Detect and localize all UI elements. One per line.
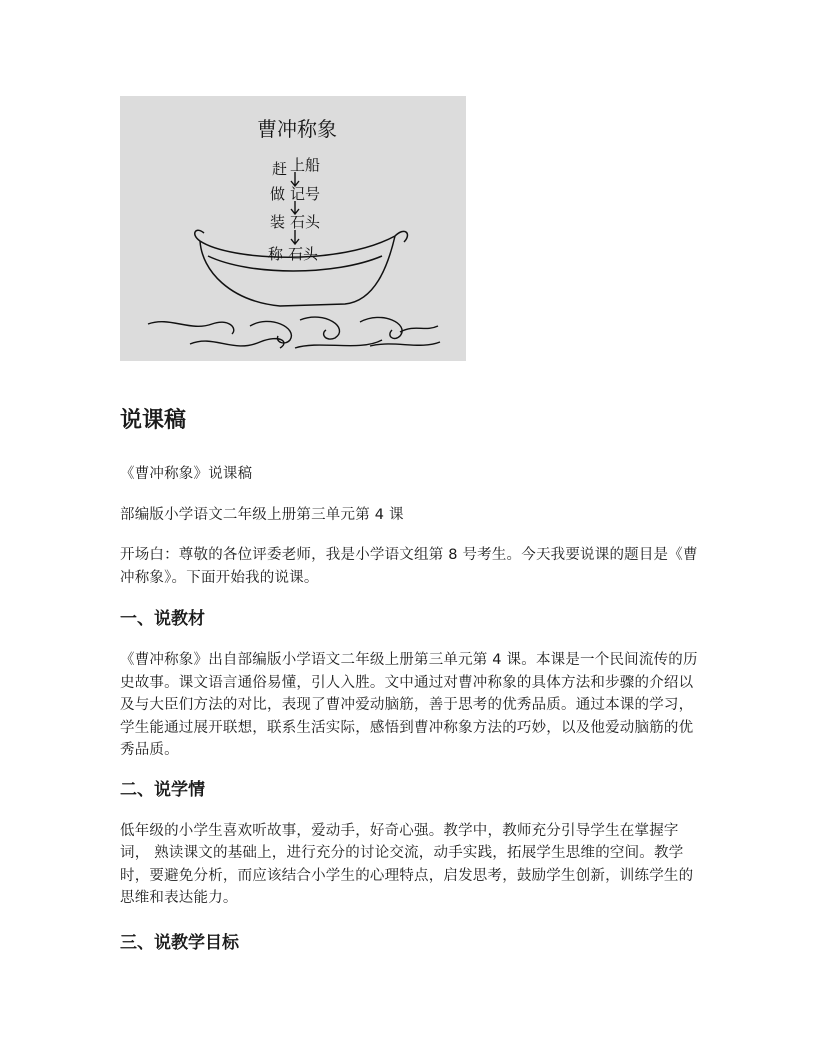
document-heading: 说课稿 [120,408,187,433]
section-text-students: 低年级的小学生喜欢听故事，爱动手，好奇心强。教学中，教师充分引导学生在掌握字词， 熟读课文的基础上，进行充分的讨论交流，动手实践，拓展学生思维的空间。教学时，要避免分析，而应该结合小学生的心理特点，启发思考，鼓励学生创新，训练学生的思维和表达能力。 [120,822,694,906]
sketch-step-1-left: 赶 [272,160,288,178]
sketch-step-3-right: 石头 [290,213,321,231]
sketch-step-2-right: 记号 [290,185,321,203]
wave-lines [148,317,440,348]
document-page [120,96,700,956]
boat-sketch-drawing [120,96,466,361]
lesson-title-line: 《曹冲称象》说课稿 [120,466,253,482]
opening-paragraph: 开场白：尊敬的各位评委老师，我是小学语文组第 8 号考生。今天我要说课的题目是《曹冲称象》。下面开始我的说课。 [120,547,698,586]
sketch-step-2-left: 做 [270,185,286,203]
section-text-textbook: 《曹冲称象》出自部编版小学语文二年级上册第三单元第 4 课。本课是一个民间流传的历史故事。课文语言通俗易懂，引人入胜。文中通过对曹冲称象的具体方法和步骤的介绍以及与大臣们方法的对比，表现了曹冲爱动脑筋，善于思考的优秀品质。通过本课的学习，学生能通过展开联想，联系生活实际，感悟到曹冲称象方法的巧妙，以及他爱动脑筋的优秀品质。 [120,652,698,758]
sketch-step-3-left: 装 [270,213,286,231]
sketch-title: 曹冲称象 [257,117,337,141]
boat-sketch-image [120,96,466,361]
sketch-step-4-left: 称 [268,245,284,263]
sketch-arrows [291,172,299,244]
section-heading-textbook: 一、说教材 [120,609,205,629]
section-heading-objectives: 三、说教学目标 [120,932,239,953]
lesson-source-line: 部编版小学语文二年级上册第三单元第 4 课 [120,506,404,523]
boat-outline [195,230,408,306]
sketch-step-4-right: 石头 [288,245,319,263]
section-heading-students: 二、说学情 [120,779,205,800]
sketch-step-1-right: 上船 [290,156,321,174]
